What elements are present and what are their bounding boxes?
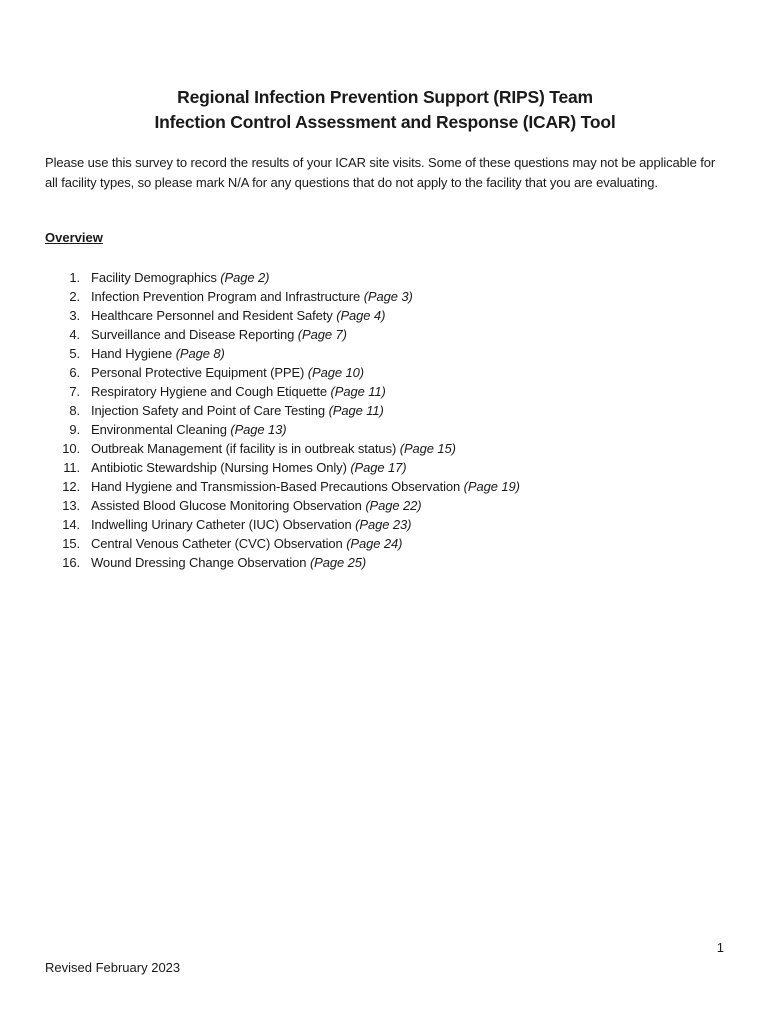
toc-item-label: Outbreak Management (if facility is in outbreak status) <box>91 441 397 456</box>
toc-item-page: (Page 19) <box>463 479 520 494</box>
toc-item-label: Hand Hygiene and Transmission-Based Precautions Observation <box>91 479 461 494</box>
toc-item-page: (Page 4) <box>336 308 386 323</box>
toc-item-number: 3. <box>69 308 80 323</box>
toc-item-number: 14. <box>62 517 80 532</box>
toc-item-number: 15. <box>62 536 80 551</box>
toc-item-number: 5. <box>69 346 80 361</box>
toc-item-number: 8. <box>69 403 80 418</box>
toc-item-page: (Page 13) <box>230 422 287 437</box>
toc-item <box>45 496 725 515</box>
toc-item-page: (Page 11) <box>330 384 386 399</box>
toc-item-page: (Page 8) <box>175 346 225 361</box>
toc-item-label: Hand Hygiene <box>91 346 173 361</box>
toc-item-page: (Page 24) <box>346 536 403 551</box>
toc-item-label: Wound Dressing Change Observation <box>91 555 307 570</box>
toc-item-label: Indwelling Urinary Catheter (IUC) Observation <box>91 517 352 532</box>
intro-paragraph: Please use this survey to record the results of your ICAR site visits. Some of these questions may not be applicable for all facility types, so please mark N/A for any questions that do not apply to the facility that you are evaluating. <box>45 155 716 190</box>
toc-item-number: 16. <box>62 555 80 570</box>
toc-item <box>45 477 725 496</box>
toc-item-label: Surveillance and Disease Reporting <box>91 327 295 342</box>
toc-item-page: (Page 23) <box>355 517 412 532</box>
toc-item <box>45 439 725 458</box>
toc-item <box>45 344 725 363</box>
toc-item <box>45 268 725 287</box>
toc-item-label: Central Venous Catheter (CVC) Observation <box>91 536 343 551</box>
toc-item-label: Assisted Blood Glucose Monitoring Observation <box>91 498 362 513</box>
toc-item-number: 12. <box>62 479 80 494</box>
toc-item-page: (Page 7) <box>297 327 347 342</box>
toc-item <box>45 306 725 325</box>
toc-item-page: (Page 17) <box>350 460 407 475</box>
toc-item <box>45 420 725 439</box>
toc-item-label: Facility Demographics <box>91 270 217 285</box>
toc-item-label: Environmental Cleaning <box>91 422 227 437</box>
toc-item <box>45 515 725 534</box>
toc-item-number: 4. <box>69 327 80 342</box>
toc-item-number: 10. <box>62 441 80 456</box>
toc-item-page: (Page 15) <box>399 441 456 456</box>
document-title: Regional Infection Prevention Support (RIPS) Team <box>177 87 593 107</box>
toc-item-page: (Page 3) <box>363 289 413 304</box>
toc-item-number: 7. <box>69 384 80 399</box>
toc-item-page: (Page 25) <box>309 555 367 570</box>
toc-item <box>45 458 725 477</box>
toc-item <box>45 553 725 572</box>
toc-item-label: Injection Safety and Point of Care Testing <box>91 403 326 418</box>
toc-item-number: 9. <box>69 422 80 437</box>
overview-heading: Overview <box>45 230 103 245</box>
toc-item <box>45 363 725 382</box>
toc-item-page: (Page 11) <box>328 403 384 418</box>
toc-item-label: Personal Protective Equipment (PPE) <box>91 365 305 380</box>
toc-item-label: Healthcare Personnel and Resident Safety <box>91 308 333 323</box>
toc-item <box>45 382 725 401</box>
toc-item-label: Respiratory Hygiene and Cough Etiquette <box>91 384 328 399</box>
toc-item <box>45 534 725 553</box>
toc-item-number: 13. <box>62 498 80 513</box>
toc-item-page: (Page 2) <box>220 270 270 285</box>
toc-item-label: Antibiotic Stewardship (Nursing Homes Only) <box>91 460 347 475</box>
toc-item-page: (Page 10) <box>307 365 364 380</box>
page-number: 1 <box>716 940 724 955</box>
document-subtitle: Infection Control Assessment and Response (ICAR) Tool <box>154 112 616 132</box>
table-of-contents <box>45 268 725 572</box>
toc-item <box>45 287 725 306</box>
toc-item-number: 6. <box>69 365 80 380</box>
toc-item <box>45 325 725 344</box>
toc-item-number: 1. <box>69 270 80 285</box>
toc-item-number: 11. <box>63 460 80 475</box>
toc-item-label: Infection Prevention Program and Infrastructure <box>91 289 361 304</box>
toc-item <box>45 401 725 420</box>
revision-date: Revised February 2023 <box>45 960 181 975</box>
toc-item-page: (Page 22) <box>365 498 422 513</box>
toc-item-number: 2. <box>69 289 80 304</box>
